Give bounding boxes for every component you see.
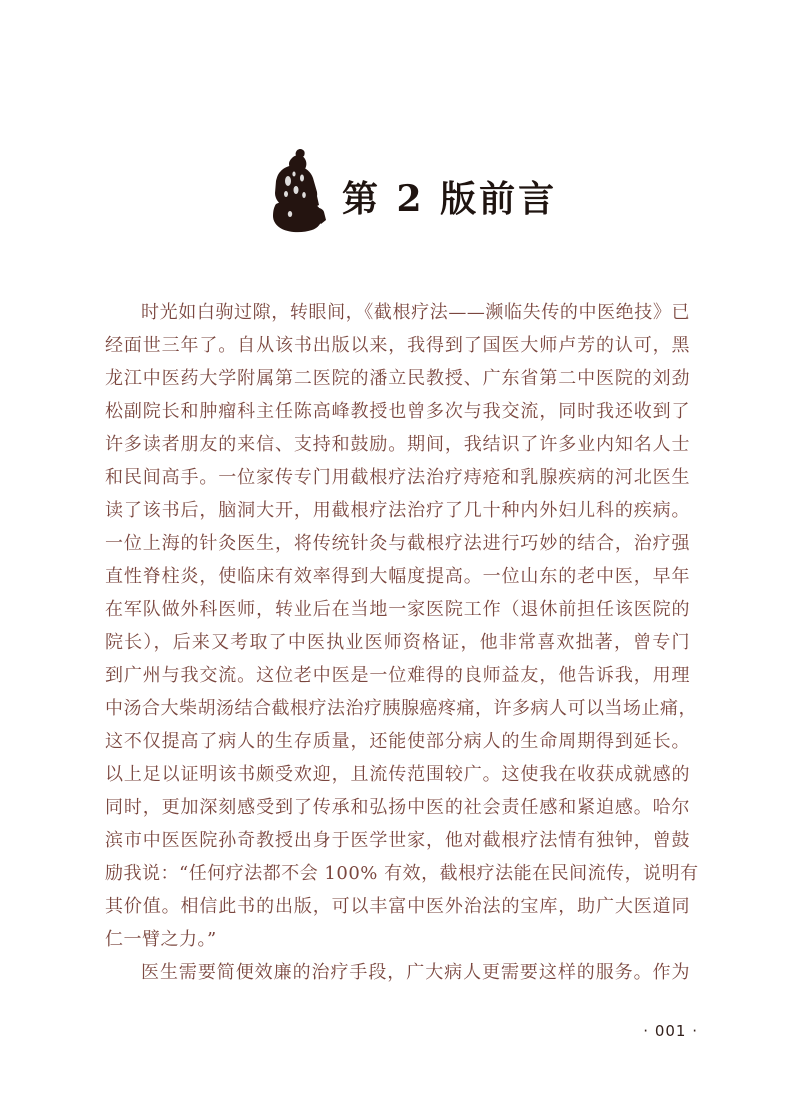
text-line: 经面世三年了。自从该书出版以来，我得到了国医大师卢芳的认可，黑	[105, 335, 690, 356]
seated-physician-ink-figure-icon	[266, 148, 332, 238]
text-line: 以上足以证明该书颇受欢迎，且流传范围较广。这使我在收获成就感的	[105, 764, 690, 785]
text-line: 直性脊柱炎，使临床有效率得到大幅度提高。一位山东的老中医，早年	[105, 566, 690, 587]
text-line: 到广州与我交流。这位老中医是一位难得的良师益友，他告诉我，用理	[105, 665, 690, 686]
text-line: 中汤合大柴胡汤结合截根疗法治疗胰腺癌疼痛，许多病人可以当场止痛，	[105, 698, 697, 719]
text-line: 医生需要简便效廉的治疗手段，广大病人更需要这样的服务。作为	[141, 962, 690, 983]
text-line: 仁一臂之力。”	[105, 929, 217, 950]
text-line: 在军队做外科医师，转业后在当地一家医院工作（退休前担任该医院的	[105, 599, 690, 620]
chapter-header	[266, 146, 557, 240]
page-number: · 001 ·	[643, 1022, 698, 1040]
text-line: 时光如白驹过隙，转眼间，《截根疗法——濒临失传的中医绝技》已	[141, 302, 690, 323]
text-line: 和民间高手。一位家传专门用截根疗法治疗痔疮和乳腺疾病的河北医生	[105, 467, 690, 488]
text-line: 龙江中医药大学附属第二医院的潘立民教授、广东省第二中医院的刘劲	[105, 368, 690, 389]
text-line: 松副院长和肿瘤科主任陈高峰教授也曾多次与我交流，同时我还收到了	[105, 401, 690, 422]
preface-body	[105, 296, 699, 989]
text-line: 读了该书后，脑洞大开，用截根疗法治疗了几十种内外妇儿科的疾病。	[105, 500, 690, 521]
text-line: 其价值。相信此书的出版，可以丰富中医外治法的宝库，助广大医道同	[105, 896, 690, 917]
text-line: 滨市中医医院孙奇教授出身于医学世家，他对截根疗法情有独钟，曾鼓	[105, 830, 690, 851]
text-line: 同时，更加深刻感受到了传承和弘扬中医的社会责任感和紧迫感。哈尔	[105, 797, 690, 818]
page-title: 第 2 版前言	[342, 177, 558, 220]
text-line: 许多读者朋友的来信、支持和鼓励。期间，我结识了许多业内知名人士	[105, 434, 690, 455]
text-line: 院长），后来又考取了中医执业医师资格证，他非常喜欢拙著，曾专门	[105, 632, 690, 653]
text-line: 励我说：“任何疗法都不会 100% 有效，截根疗法能在民间流传，说明有	[105, 863, 699, 884]
text-line: 这不仅提高了病人的生存质量，还能使部分病人的生命周期得到延长。	[105, 731, 690, 752]
text-line: 一位上海的针灸医生，将传统针灸与截根疗法进行巧妙的结合，治疗强	[105, 533, 690, 554]
